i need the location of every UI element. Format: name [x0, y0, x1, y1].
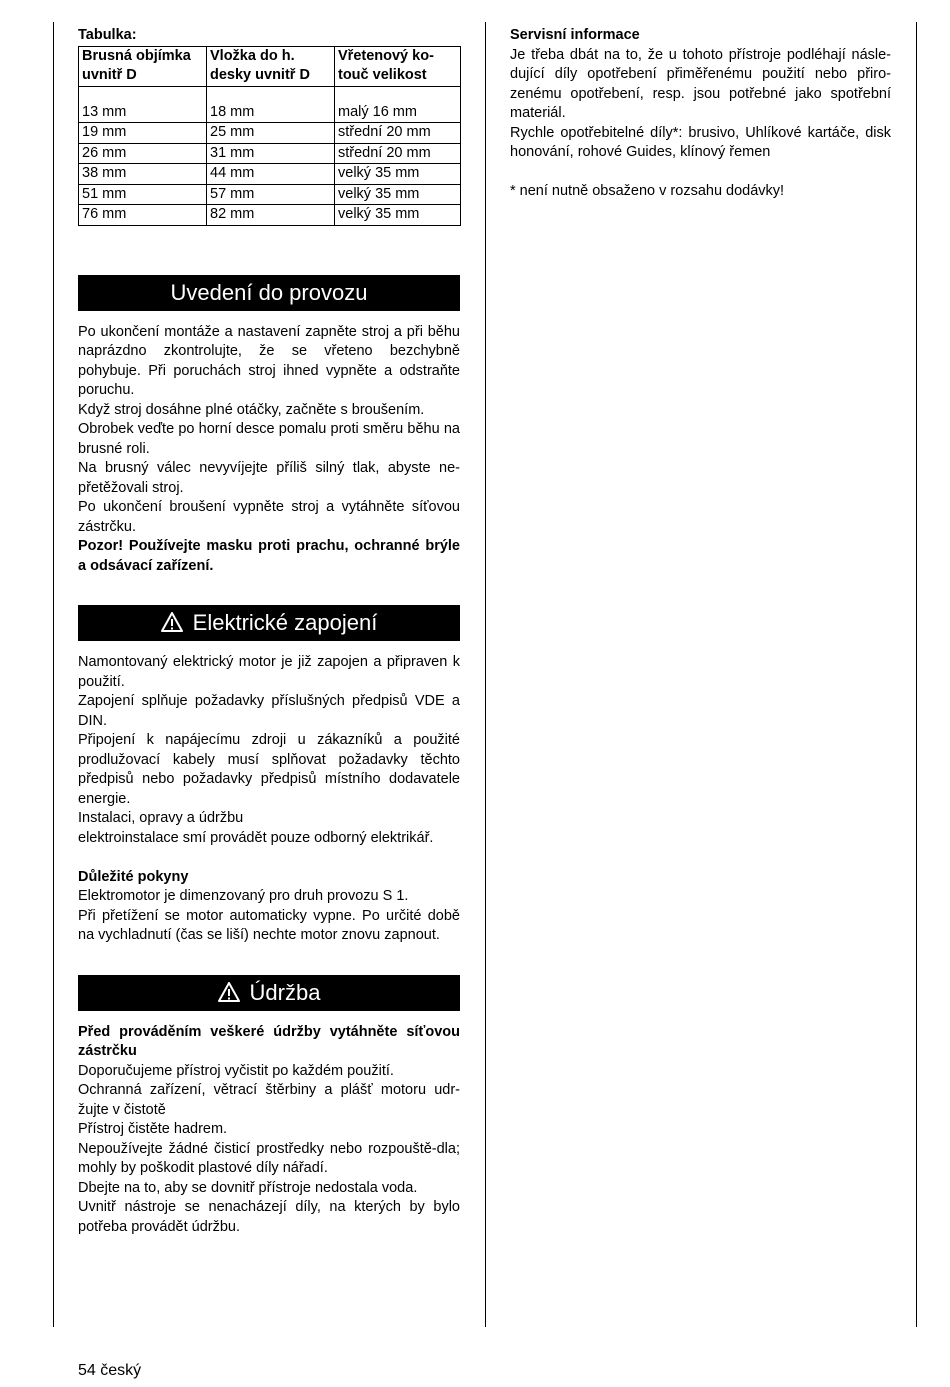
table-cell: malý 16 mm: [335, 103, 461, 123]
table-row: [79, 164, 461, 185]
table-header-row: [79, 46, 461, 86]
paragraph: Po ukončení broušení vypněte stroj a vytáhněte síťovou zástrčku.: [78, 499, 460, 535]
table-row: [79, 123, 461, 144]
table-cell: 76 mm: [79, 205, 207, 226]
paragraph: Rychle opotřebitelné díly*: brusivo, Uhlíkové kartáče, disk honování, rohové Guides, klínový řemen: [510, 124, 891, 160]
udrzba-section: [78, 975, 460, 1238]
paragraph: Ochranná zařízení, větrací štěrbiny a plášť motoru udr-žujte v čistotě: [78, 1082, 460, 1118]
paragraph: Při přetížení se motor automaticky vypne. Po určité době na vychladnutí (čas se liší) nechte motor znovu zapnout.: [78, 907, 460, 943]
page-footer: 54 český: [78, 1362, 142, 1379]
table-cell: 19 mm: [79, 123, 207, 144]
left-column: [78, 26, 460, 1237]
table-cell: 13 mm: [79, 103, 207, 123]
paragraph: Uvnitř nástroje se nenacházejí díly, na kterých by bylo potřeba provádět údržbu.: [78, 1199, 460, 1235]
left-margin-rule: [53, 22, 54, 1327]
paragraph: Elektromotor je dimenzovaný pro druh provozu S 1.: [78, 888, 409, 904]
table-cell: 51 mm: [79, 184, 207, 205]
section-heading-elektro: [78, 605, 460, 641]
section-heading-text: Uvedení do provozu: [170, 279, 368, 305]
table-row: [79, 184, 461, 205]
section-heading-text: Elektrické zapojení: [192, 610, 378, 635]
paragraph: Po ukončení montáže a nastavení zapněte stroj a při běhu naprázdno zkontrolujte, že se vřeteno bezchybně pohybuje. Při poruchách stroj ihned vypněte a odstraňte poruchu.: [78, 323, 460, 398]
table-cell: velký 35 mm: [335, 164, 461, 185]
table-cell: střední 20 mm: [335, 123, 461, 144]
table-title: Tabulka:: [78, 27, 137, 43]
table-cell: velký 35 mm: [335, 205, 461, 226]
table-cell: 82 mm: [207, 205, 335, 226]
elektro-section: [78, 605, 460, 946]
provoz-section: [78, 275, 460, 577]
table-cell: 25 mm: [207, 123, 335, 144]
section-heading-provoz: [78, 275, 460, 311]
footnote: * není nutně obsaženo v rozsahu dodávky!: [510, 183, 785, 199]
table-header-cell: Vřetenový ko-touč velikost: [335, 46, 461, 86]
section-heading-text: Údržba: [249, 979, 321, 1005]
table-cell: 38 mm: [79, 164, 207, 185]
table-cell: 31 mm: [207, 143, 335, 164]
table-spacer-row: [79, 86, 461, 103]
paragraph: Když stroj dosáhne plné otáčky, začněte s broušením.: [78, 401, 425, 418]
table-header-cell: Vložka do h. desky uvnitř D: [207, 46, 335, 86]
paragraph: Je třeba dbát na to, že u tohoto přístroje podléhají násle-dující díly opotřebení přiměřenému použití nebo přiro-zenému opotřebení, resp. jsou potřebné jako spotřební materiál.: [510, 46, 891, 121]
right-margin-rule: [916, 22, 917, 1327]
paragraph: Obrobek veďte po horní desce pomalu proti směru běhu na brusné roli.: [78, 421, 460, 457]
table-header-cell: Brusná objímka uvnitř D: [79, 46, 207, 86]
table-row: [79, 205, 461, 226]
table-cell: střední 20 mm: [335, 143, 461, 164]
size-table: [78, 46, 461, 226]
table-cell: 44 mm: [207, 164, 335, 185]
servis-section: [510, 26, 891, 202]
table-cell: velký 35 mm: [335, 184, 461, 205]
size-table-section: [78, 26, 460, 226]
sub-heading: Důležité pokyny: [78, 868, 189, 885]
paragraph: Zapojení splňuje požadavky příslušných předpisů VDE a DIN.: [78, 693, 460, 729]
table-cell: 18 mm: [207, 103, 335, 123]
warning-triangle-icon: [218, 977, 240, 1013]
table-cell: 26 mm: [79, 143, 207, 164]
paragraph: Dbejte na to, aby se dovnitř přístroje nedostala voda.: [78, 1179, 418, 1196]
table-row: [79, 143, 461, 164]
warning-triangle-icon: [161, 607, 183, 643]
paragraph: Nepoužívejte žádné čisticí prostředky nebo rozpouště-dla; mohly by poškodit plastové díly nářadí.: [78, 1140, 460, 1176]
table-row: [79, 103, 461, 123]
paragraph: Namontovaný elektrický motor je již zapojen a připraven k použití.: [78, 654, 460, 690]
column-divider-rule: [485, 22, 486, 1327]
table-cell: 57 mm: [207, 184, 335, 205]
servis-heading: Servisní informace: [510, 27, 640, 43]
paragraph: Na brusný válec nevyvíjejte příliš silný tlak, abyste ne-přetěžovali stroj.: [78, 460, 460, 496]
paragraph: Instalaci, opravy a údržbu: [78, 810, 244, 826]
warning-paragraph: Pozor! Používejte masku proti prachu, ochranné brýle a odsávací zařízení.: [78, 538, 460, 574]
warning-paragraph: Před prováděním veškeré údržby vytáhněte síťovou zástrčku: [78, 1023, 460, 1059]
right-column: [510, 26, 891, 202]
paragraph: Připojení k napájecímu zdroji u zákazníků a použité prodlužovací kabely musí splňovat požadavky těchto předpisů nebo požadavky předpisů místního dodavatele energie.: [78, 732, 460, 807]
section-heading-udrzba: [78, 975, 460, 1011]
paragraph: Doporučujeme přístroj vyčistit po každém použití.: [78, 1062, 394, 1079]
paragraph: Přístroj čistěte hadrem.: [78, 1121, 228, 1137]
paragraph: elektroinstalace smí provádět pouze odborný elektrikář.: [78, 829, 434, 846]
